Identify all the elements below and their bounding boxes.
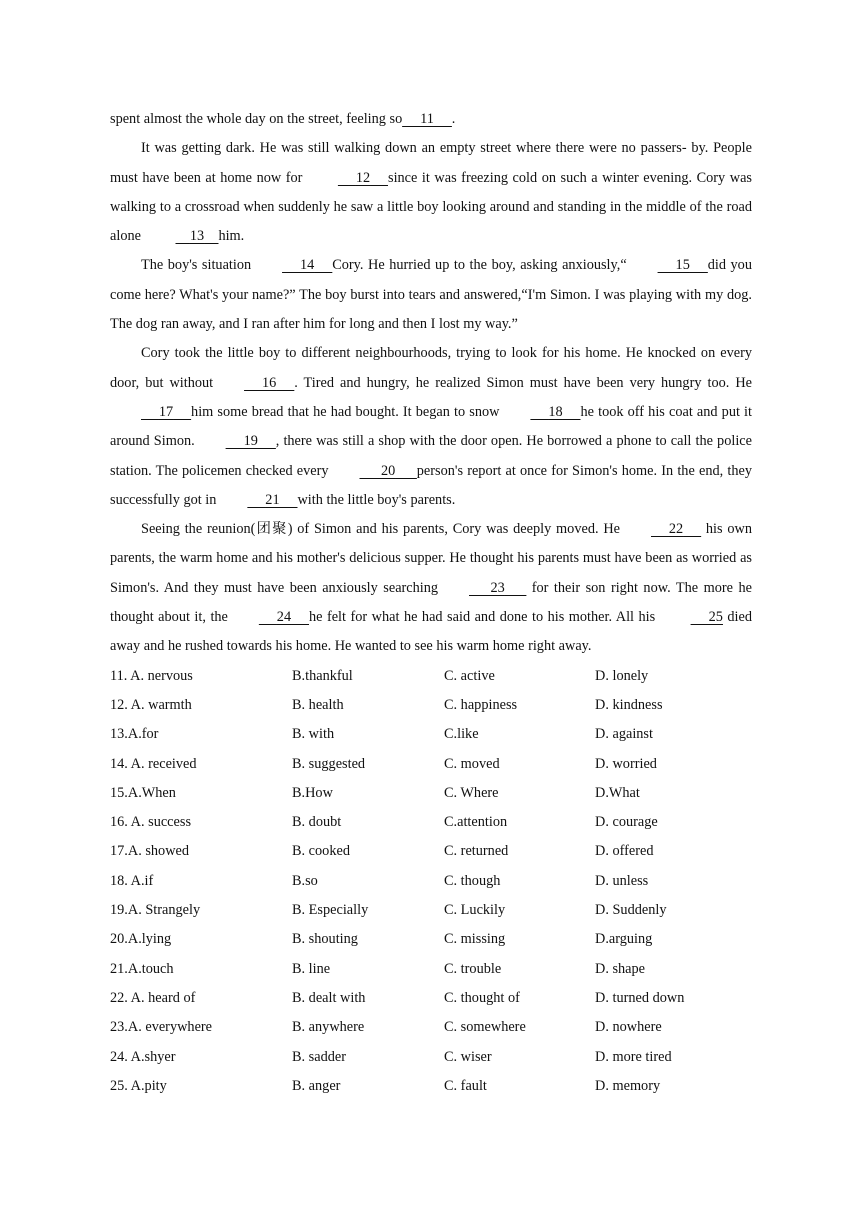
option-row — [110, 867, 752, 896]
option-b: B. with — [292, 726, 335, 743]
blank-24 — [228, 603, 309, 632]
option-row — [110, 1043, 752, 1072]
blank-padding — [338, 170, 356, 186]
blank-number: 23 — [490, 579, 505, 596]
option-d: D.What — [595, 784, 640, 801]
option-d: D. lonely — [595, 667, 649, 684]
option-c: C. somewhere — [444, 1019, 526, 1036]
option-a: 20.A.lying — [110, 931, 172, 948]
blank-padding — [370, 170, 388, 186]
option-a: 15.A.When — [110, 784, 176, 801]
option-b: B. cooked — [292, 843, 350, 860]
passage-text: since it was freezing cold on such a winter evening. Cory was walking to a crossroad when suddenly he saw a little boy looking around and standing in the middle of the road alone — [110, 169, 752, 245]
blank-padding — [395, 463, 416, 479]
passage-paragraph — [110, 105, 752, 134]
option-a: 22. A. heard of — [110, 989, 196, 1006]
option-d: D. turned down — [595, 989, 685, 1006]
blank-21 — [216, 486, 297, 515]
option-d: D. worried — [595, 755, 657, 772]
option-row — [110, 925, 752, 954]
blank-25 — [660, 603, 723, 632]
option-c: C. Luckily — [444, 902, 506, 919]
option-c: C. fault — [444, 1077, 487, 1094]
passage-text: It was getting dark. He was still walking down an empty street where there were no passers- by. People must have been at home now for — [110, 140, 752, 186]
passage-text: for their son right now. The more he thought about it, the — [110, 579, 752, 626]
option-d: D.arguing — [595, 931, 653, 948]
blank-12 — [307, 164, 388, 193]
option-row — [110, 720, 752, 749]
passage-text: spent almost the whole day on the street, feeling so — [110, 111, 403, 127]
passage-text: . — [451, 111, 456, 127]
blank-padding — [505, 580, 526, 596]
option-c: C. trouble — [444, 960, 502, 977]
option-row — [110, 955, 752, 984]
blank-padding — [276, 375, 294, 391]
option-c: C. moved — [444, 755, 500, 772]
option-b: B. sadder — [292, 1048, 346, 1065]
option-d: D. against — [595, 726, 653, 743]
option-b: B. suggested — [292, 755, 366, 772]
cloze-passage — [110, 105, 752, 662]
option-a: 25. A.pity — [110, 1077, 167, 1094]
option-row — [110, 808, 752, 837]
passage-paragraph — [110, 515, 752, 661]
option-c: C. Where — [444, 784, 499, 801]
option-b: B.thankful — [292, 667, 353, 684]
blank-padding — [563, 404, 581, 420]
blank-number: 21 — [265, 491, 280, 508]
blank-padding — [259, 609, 277, 625]
option-row — [110, 691, 752, 720]
option-a: 21.A.touch — [110, 960, 174, 977]
option-d: D. shape — [595, 960, 646, 977]
option-a: 19.A. Strangely — [110, 902, 201, 919]
passage-text: him some bread that he had bought. It began to snow — [191, 403, 500, 420]
blank-padding — [173, 404, 191, 420]
blank-17 — [110, 398, 191, 427]
passage-paragraph — [110, 251, 752, 339]
option-row — [110, 837, 752, 866]
option-row — [110, 896, 752, 925]
passage-text: Cory. He hurried up to the boy, asking anxiously,“ — [332, 257, 627, 274]
blank-padding — [244, 375, 262, 391]
blank-padding — [280, 492, 298, 508]
blank-padding — [258, 433, 276, 449]
blank-padding — [683, 521, 701, 537]
option-b: B. health — [292, 696, 344, 713]
passage-text: person's report at once for Simon's home. In the end, they successfully got in — [110, 462, 753, 508]
passage-text: his own parents, the warm home and his mother's delicious supper. He thought his parents must have been as worried as Simon's. And they must have been anxiously searching — [110, 521, 752, 596]
option-a: 18. A.if — [110, 872, 154, 889]
option-a: 16. A. success — [110, 814, 192, 831]
blank-padding — [314, 257, 332, 273]
blank-13 — [145, 222, 219, 251]
option-c: C. though — [444, 872, 501, 889]
option-d: D. courage — [595, 814, 658, 831]
blank-number: 11 — [420, 111, 434, 127]
option-b: B. dealt with — [292, 989, 366, 1006]
passage-text: him. — [218, 228, 245, 245]
passage-text: did you come here? What's your name?” The boy burst into tears and answered,“I'm Simon. I was playing with my dog. The dog ran away, and I ran after him for long and then I lost my way.” — [110, 257, 752, 333]
option-c: C. wiser — [444, 1048, 492, 1065]
blank-20 — [329, 457, 417, 486]
blank-padding — [226, 433, 244, 449]
passage-text: , there was still a shop with the door open. He borrowed a phone to call the police station. The policemen checked every — [110, 433, 752, 479]
option-b: B.so — [292, 872, 318, 889]
blank-padding — [658, 257, 676, 273]
passage-paragraph — [110, 134, 752, 251]
blank-padding — [691, 609, 709, 625]
option-b: B. line — [292, 960, 331, 977]
blank-14 — [251, 251, 332, 280]
blank-padding — [651, 521, 669, 537]
option-d: D. unless — [595, 872, 649, 889]
option-row — [110, 1072, 752, 1101]
blank-number: 14 — [300, 257, 315, 274]
blank-11 — [402, 105, 452, 134]
blank-number: 18 — [548, 403, 563, 420]
blank-padding — [530, 404, 548, 420]
blank-number: 19 — [243, 433, 258, 450]
blank-number: 13 — [189, 228, 205, 245]
option-b: B. anywhere — [292, 1019, 365, 1036]
option-c: C. missing — [444, 931, 506, 948]
blank-padding — [469, 580, 490, 596]
option-a: 11. A. nervous — [110, 667, 193, 684]
option-row — [110, 779, 752, 808]
option-c: C.attention — [444, 814, 508, 831]
option-a: 12. A. warmth — [110, 696, 192, 713]
blank-15 — [627, 251, 708, 280]
blank-18 — [499, 398, 580, 427]
blank-number: 15 — [675, 257, 690, 274]
blank-16 — [213, 369, 294, 398]
option-d: D. Suddenly — [595, 902, 667, 919]
blank-padding — [247, 492, 265, 508]
blank-padding — [291, 609, 309, 625]
option-c: C. thought of — [444, 989, 520, 1006]
option-a: 24. A.shyer — [110, 1048, 176, 1065]
passage-text: . Tired and hungry, he realized Simon must have been very hungry too. He — [294, 374, 752, 391]
blank-number: 17 — [158, 403, 174, 420]
option-row — [110, 1013, 752, 1042]
option-d: D. nowhere — [595, 1019, 662, 1036]
blank-number: 12 — [355, 169, 371, 186]
answer-options — [110, 662, 752, 1101]
passage-paragraph — [110, 339, 752, 515]
blank-23 — [438, 574, 526, 603]
option-d: D. memory — [595, 1077, 661, 1094]
option-c: C. active — [444, 667, 495, 684]
option-row — [110, 984, 752, 1013]
blank-padding — [360, 463, 381, 479]
passage-text: died away and he rushed towards his home. He wanted to see his warm home right away. — [110, 609, 752, 655]
option-c: C. happiness — [444, 696, 518, 713]
option-a: 13.A.for — [110, 726, 159, 743]
passage-text: with the little boy's parents. — [297, 491, 456, 508]
passage-text: he felt for what he had said and done to his mother. All his — [308, 609, 660, 626]
blank-padding — [434, 111, 452, 127]
blank-number: 16 — [262, 374, 277, 391]
option-b: B.How — [292, 784, 333, 801]
option-a: 17.A. showed — [110, 843, 190, 860]
option-a: 14. A. received — [110, 755, 197, 772]
blank-number: 22 — [668, 521, 684, 538]
option-d: D. kindness — [595, 696, 663, 713]
option-row — [110, 750, 752, 779]
blank-22 — [620, 515, 701, 544]
option-d: D. offered — [595, 843, 654, 860]
option-a: 23.A. everywhere — [110, 1019, 213, 1036]
blank-19 — [195, 427, 276, 456]
blank-padding — [690, 257, 708, 273]
passage-text: Cory took the little boy to different neighbourhoods, trying to look for his home. He knocked on every door, but without — [110, 345, 752, 391]
document-page — [110, 105, 752, 1101]
blank-padding — [282, 257, 300, 273]
option-b: B. doubt — [292, 814, 342, 831]
blank-padding — [176, 228, 190, 244]
blank-padding — [402, 111, 420, 127]
option-c: C.like — [444, 726, 479, 743]
option-c: C. returned — [444, 843, 509, 860]
blank-padding — [204, 228, 218, 244]
option-d: D. more tired — [595, 1048, 672, 1065]
option-b: B. anger — [292, 1077, 341, 1094]
passage-text: The boy's situation — [141, 257, 252, 274]
blank-number: 20 — [381, 462, 396, 479]
blank-padding — [141, 404, 159, 420]
option-row — [110, 662, 752, 691]
option-b: B. Especially — [292, 902, 369, 919]
blank-number: 24 — [276, 609, 292, 626]
option-b: B. shouting — [292, 931, 358, 948]
passage-text: he took off his coat and put it around Simon. — [110, 403, 753, 450]
blank-number: 25 — [708, 609, 723, 626]
passage-text: Seeing the reunion(团聚) of Simon and his parents, Cory was deeply moved. He — [141, 521, 621, 538]
